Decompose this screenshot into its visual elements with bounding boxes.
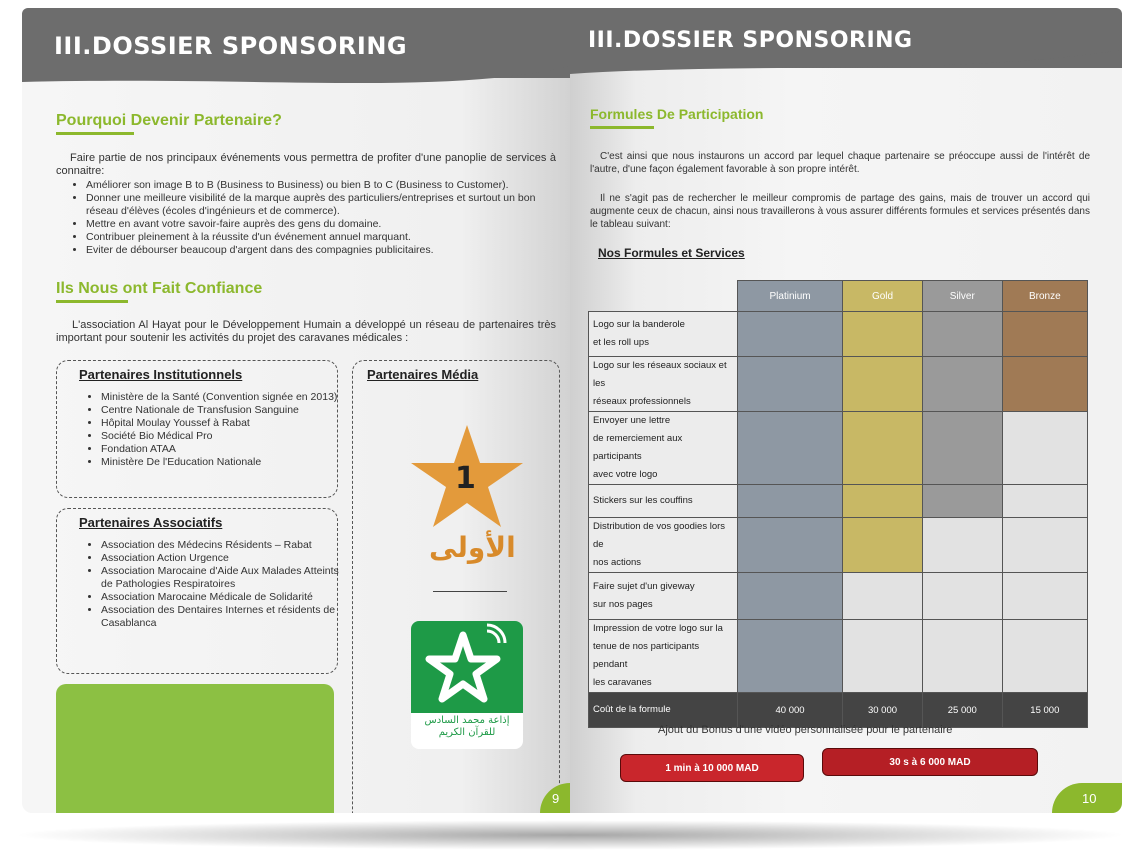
list-item: • Donner une meilleure visibilité de la marque auprès des particuliers/entreprises et surtout un bon réseau d'élèves (écoles d'ingénieurs et de commerce). (86, 192, 566, 218)
cell-gold (843, 412, 923, 485)
partners-media-box (352, 360, 560, 813)
cell-bronze (1002, 620, 1087, 693)
cost-silver: 25 000 (922, 693, 1002, 728)
cell-silver (922, 518, 1002, 573)
cost-gold: 30 000 (843, 693, 923, 728)
list-item: • Société Bio Médical Pro (101, 430, 341, 443)
bonus-1min-button[interactable]: 1 min à 10 000 MAD (620, 754, 804, 782)
intro-paragraph: Faire partie de nos principaux événements vous permettra de profiter d'une panoplie de services à connaitre: (56, 152, 556, 177)
cell-platinium (738, 412, 843, 485)
table-row (589, 357, 1088, 412)
partners-associatifs-box (56, 508, 338, 674)
row-label (589, 312, 738, 357)
cell-gold (843, 312, 923, 357)
book-shadow (10, 820, 1130, 850)
list-item: • Contribuer pleinement à la réussite d'un événement annuel marquant. (86, 231, 566, 244)
table-row (589, 573, 1088, 620)
table-row (589, 485, 1088, 518)
row-label-line: et les roll ups (593, 337, 649, 348)
row-label (589, 518, 738, 573)
bonus-30s-button[interactable]: 30 s à 6 000 MAD (822, 748, 1038, 776)
list-item: • Association Action Urgence (101, 552, 341, 565)
column-header-gold: Gold (843, 281, 923, 312)
row-label (589, 620, 738, 693)
left-page (22, 8, 570, 813)
formules-paragraph-1: C'est ainsi que nous instaurons un accord par lequel chaque partenaire se préoccupe aussi de l'intérêt de l'autre, d'une façon également favorable à son propre intérêt. (590, 151, 1090, 175)
logo-number: 1 (455, 461, 476, 496)
box-title: Partenaires Institutionnels (79, 367, 243, 382)
logo-text: إذاعة محمد السادس للقرآن الكريم (424, 715, 510, 738)
section-underline (56, 132, 134, 135)
box-title: Partenaires Média (367, 367, 479, 382)
column-header-silver: Silver (922, 281, 1002, 312)
cell-platinium (738, 485, 843, 518)
left-header (22, 8, 570, 78)
box-title: Partenaires Associatifs (79, 515, 223, 530)
cell-bronze (1002, 312, 1087, 357)
cell-bronze (1002, 573, 1087, 620)
list-item: • Hôpital Moulay Youssef à Rabat (101, 417, 341, 430)
header-wave (22, 56, 570, 96)
row-label (589, 412, 738, 485)
bonus-text: Ajout du Bonus d'une vidéo personnalisée pour le partenaire (658, 724, 953, 736)
cell-silver (922, 573, 1002, 620)
row-label-line: Logo sur les réseaux sociaux et les (593, 360, 727, 389)
cell-silver (922, 312, 1002, 357)
institutionnels-list (83, 391, 341, 469)
list-item: • Association des Dentaires Internes et résidents de Casablanca (101, 604, 341, 630)
list-item: • Centre Nationale de Transfusion Sanguine (101, 404, 341, 417)
star-icon (411, 621, 523, 713)
table-row (589, 518, 1088, 573)
section-title-confiance: Ils Nous ont Fait Confiance (56, 280, 263, 297)
table-header-empty (589, 281, 738, 312)
list-item: • Fondation ATAA (101, 443, 341, 456)
section-underline (590, 126, 654, 129)
cell-silver (922, 620, 1002, 693)
row-label (589, 357, 738, 412)
table-row (589, 412, 1088, 485)
partners-institutionnels-box (56, 360, 338, 498)
table-row (589, 620, 1088, 693)
page-number: 10 (1082, 791, 1097, 806)
cell-bronze (1002, 518, 1087, 573)
cell-silver (922, 357, 1002, 412)
cell-silver (922, 485, 1002, 518)
associatifs-list (83, 539, 341, 630)
cell-bronze (1002, 412, 1087, 485)
table-title: Nos Formules et Services (598, 246, 745, 260)
cost-label: Coût de la formule (589, 693, 738, 728)
list-item: • Mettre en avant votre savoir-faire auprès des gens du domaine. (86, 218, 566, 231)
cell-gold (843, 573, 923, 620)
row-label-line: les caravanes (593, 677, 652, 688)
cell-gold (843, 620, 923, 693)
row-label-line: Logo sur la banderole (593, 319, 685, 330)
list-item: • Ministère de la Santé (Convention signée en 2013) (101, 391, 341, 404)
row-label-line: avec votre logo (593, 469, 658, 480)
table-header-row (589, 281, 1088, 312)
list-item: • Association Marocaine d'Aide Aux Malades Atteints de Pathologies Respiratoires (101, 565, 341, 591)
row-label-line: Stickers sur les couffins (593, 495, 693, 506)
list-item: • Eviter de débourser beaucoup d'argent dans des compagnies publicitaires. (86, 244, 566, 257)
al-aoula-logo (407, 423, 527, 563)
cell-bronze (1002, 357, 1087, 412)
row-label-line: Distribution de vos goodies lors de (593, 521, 726, 550)
cost-bronze: 15 000 (1002, 693, 1087, 728)
page-number: 9 (552, 791, 560, 806)
cell-bronze (1002, 485, 1087, 518)
right-header (570, 8, 1122, 68)
benefits-list (68, 179, 566, 257)
right-page (570, 8, 1122, 813)
cell-platinium (738, 518, 843, 573)
row-label-line: Faire sujet d'un giveway (593, 581, 695, 592)
column-header-bronze: Bronze (1002, 281, 1087, 312)
list-item: • Ministère De l'Education Nationale (101, 456, 341, 469)
row-label (589, 573, 738, 620)
cell-silver (922, 412, 1002, 485)
trust-paragraph: L'association Al Hayat pour le Développement Humain a développé un réseau de partenaires très important pour soutenir les activités du projet des caravanes médicales : (56, 319, 556, 344)
cell-platinium (738, 357, 843, 412)
row-label-line: sur nos pages (593, 599, 653, 610)
page-title: III.DOSSIER SPONSORING (588, 28, 913, 53)
table-row (589, 312, 1088, 357)
cell-gold (843, 357, 923, 412)
row-label-line: réseaux professionnels (593, 396, 691, 407)
cell-platinium (738, 573, 843, 620)
row-label-line: tenue de nos participants pendant (593, 641, 700, 670)
row-label-line: de remerciement aux participants (593, 433, 683, 462)
row-label (589, 485, 738, 518)
row-label-line: Envoyer une lettre (593, 415, 671, 426)
list-item: • Association des Médecins Résidents – Rabat (101, 539, 341, 552)
radio-mohammed-vi-logo (411, 621, 523, 749)
formules-table (588, 280, 1088, 728)
row-label-line: Impression de votre logo sur la (593, 623, 723, 634)
cost-platinium: 40 000 (738, 693, 843, 728)
cell-platinium (738, 312, 843, 357)
section-title-formules: Formules De Participation (590, 106, 764, 122)
green-block (56, 684, 334, 813)
section-underline (56, 300, 128, 303)
cell-platinium (738, 620, 843, 693)
column-header-platinium: Platinium (738, 281, 843, 312)
logo-text: الأولى (429, 531, 516, 564)
cell-gold (843, 485, 923, 518)
list-item: • Améliorer son image B to B (Business to Business) ou bien B to C (Business to Customer). (86, 179, 566, 192)
section-title-pourquoi: Pourquoi Devenir Partenaire? (56, 112, 282, 129)
list-item: • Association Marocaine Médicale de Solidarité (101, 591, 341, 604)
row-label-line: nos actions (593, 557, 642, 568)
page-number-tab (1052, 783, 1122, 813)
cost-row (589, 693, 1088, 728)
logo-divider (433, 591, 507, 592)
formules-paragraph-2: Il ne s'agit pas de rechercher le meilleur compromis de partage des gains, mais de trouver un accord qui augmente ceux de chacun, ainsi nous travaillerons à vous assurer différents formules et services présentés dans le tableau suivant: (590, 193, 1090, 230)
table-body (589, 312, 1088, 693)
cell-gold (843, 518, 923, 573)
page-title: III.DOSSIER SPONSORING (54, 32, 408, 60)
